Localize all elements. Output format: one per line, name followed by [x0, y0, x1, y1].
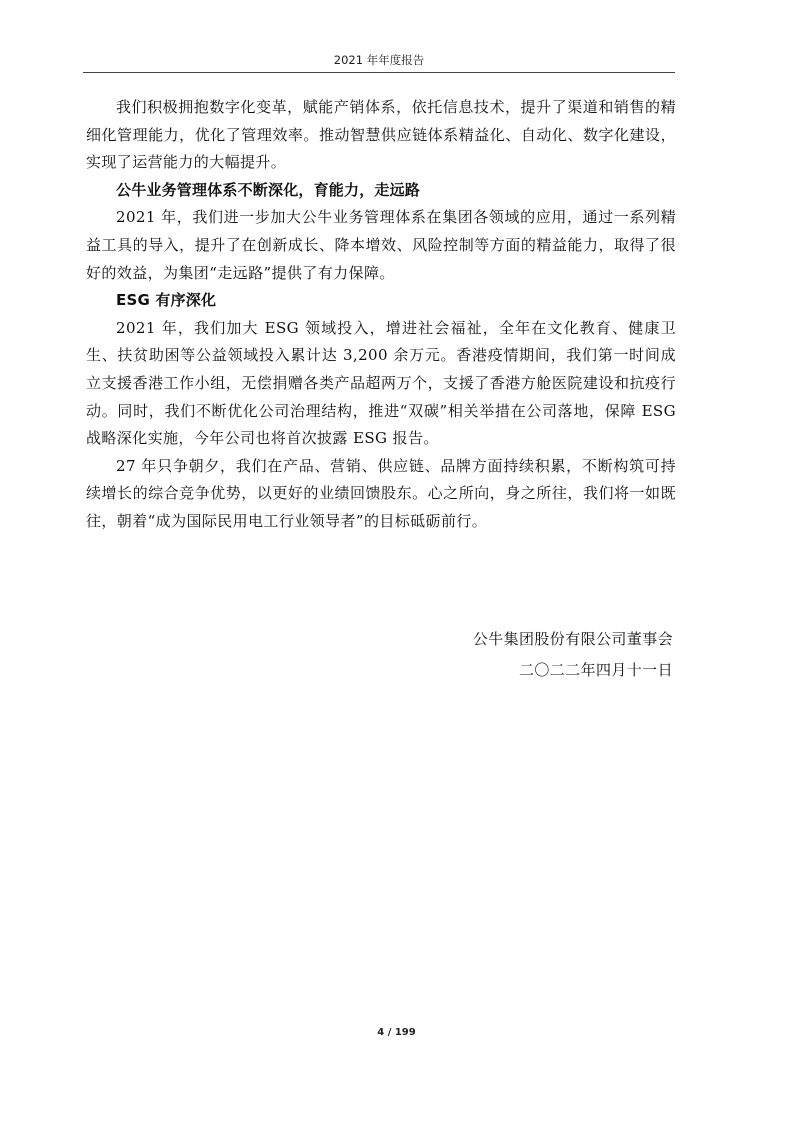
signature-date: 二〇二二年四月十一日: [518, 661, 673, 679]
signature-block: [473, 624, 673, 686]
section-heading-esg: ESG 有序深化: [116, 291, 217, 310]
paragraph-management-system: 2021 年，我们进一步加大公牛业务管理体系在集团各领域的应用，通过一系列精益工具的导入，提升了在创新成长、降本增效、风险控制等方面的精益能力，取得了很好的效益，为集团“走远路”提供了有力保障。: [86, 208, 676, 282]
page-header-title: 2021 年年度报告: [333, 53, 425, 67]
header-divider: [83, 72, 675, 73]
document-body: [86, 94, 676, 536]
paragraph-digital-transformation: 我们积极拥抱数字化变革，赋能产销体系，依托信息技术，提升了渠道和销售的精细化管理能力，优化了管理效率。推动智慧供应链体系精益化、自动化、数字化建设，实现了运营能力的大幅提升。: [86, 98, 676, 172]
paragraph-closing: 27 年只争朝夕，我们在产品、营销、供应链、品牌方面持续积累，不断构筑可持续增长的综合竞争优势，以更好的业绩回馈股东。心之所向，身之所往，我们将一如既往，朝着“成为国际民用电工行业领导者”的目标砥砺前行。: [86, 456, 676, 530]
section-heading-management-system: 公牛业务管理体系不断深化，育能力，走远路: [116, 180, 421, 199]
paragraph-esg: 2021 年，我们加大 ESG 领域投入，增进社会福祉，全年在文化教育、健康卫生、扶贫助困等公益领域投入累计达 3,200 余万元。香港疫情期间，我们第一时间成立支援香港工作小组，无偿捐赠各类产品超两万个，支援了香港方舱医院建设和抗疫行动。同时，我们不断优化公司治理结构，推进“双碳”相关举措在公司落地，保障 ESG 战略深化实施，今年公司也将首次披露 ESG 报告。: [86, 318, 676, 448]
signature-company: 公牛集团股份有限公司董事会: [472, 630, 673, 648]
page-number: 4 / 199: [377, 1027, 416, 1038]
